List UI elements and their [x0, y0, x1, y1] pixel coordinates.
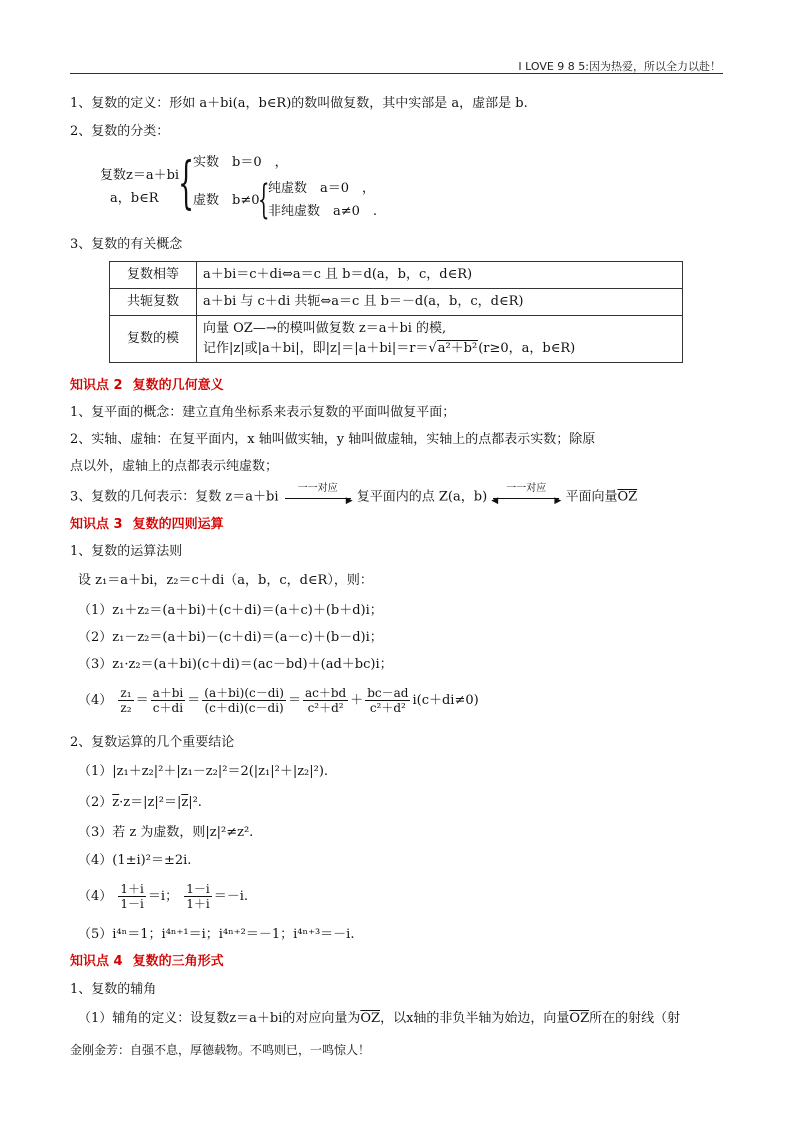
numerator: z₁: [120, 686, 132, 700]
conclusions-heading: 2、复数运算的几个重要结论: [70, 735, 235, 750]
axes-line-cont: 点以外，虚轴上的点都表示纯虚数；: [70, 459, 279, 474]
axes-line: 2、实轴、虚轴：在复平面内，x 轴叫做实轴，y 轴叫做虚轴，实轴上的点都表示实数；除原: [70, 432, 596, 447]
c5-mid: ＝i；: [147, 889, 179, 904]
vector-oz: $\overline{OZ}$: [360, 1011, 381, 1026]
one-to-one-double-arrow: 一一对应 ◀ ▶: [491, 483, 562, 506]
classification-heading: 2、复数的分类：: [70, 124, 170, 139]
section-number: 知识点 4: [70, 954, 123, 969]
op-add: （1）z₁＋z₂＝(a＋bi)＋(c＋di)＝(a＋c)＋(b＋d)i；: [78, 603, 383, 618]
cls-nonpure: 非纯虚数 a≠0 .: [268, 204, 378, 219]
setup-line: 设 z₁＝a＋bi，z₂＝c＋di（a，b，c，d∈R），则：: [78, 573, 373, 588]
section-title: 复数的三角形式: [132, 954, 224, 969]
section-title: 复数的四则运算: [132, 517, 224, 532]
arg-text-c: 所在的射线（射: [589, 1011, 681, 1026]
denominator: c＋di: [152, 701, 184, 715]
op-div-tail: i(c＋di≠0): [412, 693, 479, 708]
modulus-text-a: 记作|z|或|a＋bi|，即|z|＝|a＋bi|＝r＝: [203, 341, 429, 356]
header-rule: [70, 73, 723, 74]
denominator: (c＋di)(c－di): [204, 701, 284, 715]
rules-heading: 1、复数的运算法则: [70, 544, 183, 559]
modulus-line-1: 向量 OZ—→的模叫做复数 z＝a＋bi 的模,: [203, 321, 447, 336]
table-cell: a＋bi 与 c＋di 共轭⇔a＝c 且 b＝－d(a，b，c，d∈R): [197, 289, 683, 316]
geo-text-b: 复平面内的点 Z(a，b): [356, 489, 488, 505]
arg-text-a: （1）辅角的定义：设复数z＝a＋bi的对应向量为: [78, 1011, 361, 1026]
section-number: 知识点 3: [70, 517, 123, 532]
vector-oz: $\overline{OZ}$: [569, 1011, 590, 1026]
fraction: [118, 686, 133, 715]
conclusion-4: （4）(1±i)²＝±2i.: [78, 853, 192, 868]
c2-end: |².: [188, 795, 202, 810]
vector-oz: $\overline{OZ}$: [617, 489, 638, 505]
section-title: 复数的几何意义: [132, 378, 224, 393]
denominator: c²＋d²: [369, 701, 406, 715]
geo-text-c: 平面向量: [565, 489, 618, 505]
footer-motto: 金刚金芳：自强不息，厚德载物。不鸣则已，一鸣惊人！: [70, 1043, 371, 1057]
conjugate-z: $\overline{z}$: [112, 795, 120, 810]
numerator: 1＋i: [120, 882, 144, 896]
modulus-sqrt: a²＋b²: [437, 341, 478, 356]
fraction: [184, 882, 211, 911]
argument-heading: 1、复数的辅角: [70, 982, 157, 997]
table-cell: a＋bi＝c＋di⇔a＝c 且 b＝d(a，b，c，d∈R): [197, 262, 683, 289]
table-cell: [197, 316, 683, 363]
brace-1: {: [178, 151, 195, 216]
denominator: c²＋d²: [307, 701, 344, 715]
table-row: [110, 262, 683, 289]
one-to-one-arrow: 一一对应 ▶: [283, 489, 353, 505]
cls-real: 实数 b＝0 ，: [193, 155, 288, 170]
cls-imag: 虚数 b≠0: [193, 193, 260, 208]
section-2-title: [70, 378, 224, 394]
section-number: 知识点 2: [70, 378, 123, 393]
arrow-label: 一一对应: [297, 483, 338, 494]
op-div: （4） $\frac{\text{z₁}}{\text{z₂}}$ ＝ $\frac{a+bi}{c+di}$ ＝ $\frac{(a+bi)(c-di)}{(c+di)(c-di)}$ ＝ $\frac{ac+bd}{\text{c²＋d²}}$ ＋ $\frac{bc-ad}{\text{c²＋d²}}$ i(c＋di≠0): [78, 686, 479, 715]
cls-left-2: a，b∈R: [110, 191, 159, 206]
numerator: ac＋bd: [304, 686, 347, 700]
modulus-text-b: (r≥0，a，b∈R): [478, 341, 576, 356]
conclusion-1: （1）|z₁＋z₂|²＋|z₁－z₂|²＝2(|z₁|²＋|z₂|²).: [78, 764, 329, 779]
c5-end: ＝－i.: [213, 889, 248, 904]
fraction: [151, 686, 186, 715]
conjugate-z: $\overline{z}$: [181, 795, 189, 810]
fraction: [118, 882, 145, 911]
brace-2: {: [258, 177, 270, 223]
c5-label: （4）: [78, 889, 113, 904]
table-row: [110, 289, 683, 316]
def-line: 1、复数的定义：形如 a＋bi(a，b∈R)的数叫做复数，其中实部是 a，虚部是 b.: [70, 96, 528, 111]
conclusion-5: [78, 881, 248, 913]
numerator: a＋bi: [152, 686, 184, 700]
conclusion-2: [78, 795, 202, 811]
denominator: 1－i: [120, 897, 144, 911]
geometric-representation: [70, 483, 638, 506]
cls-left-1: 复数z＝a＋bi: [100, 168, 180, 183]
table-cell: 复数相等: [110, 262, 197, 289]
fraction: [202, 686, 286, 715]
section-4-title: [70, 954, 224, 970]
op-mul: （3）z₁·z₂＝(a＋bi)(c＋di)＝(ac－bd)＋(ad＋bc)i；: [78, 657, 393, 672]
c2-mid: ·z＝|z|²＝|: [119, 795, 182, 810]
conclusion-3: （3）若 z 为虚数，则|z|²≠z².: [78, 825, 254, 840]
c2-label: （2）: [78, 795, 113, 810]
arrow-label: 一一对应: [506, 483, 547, 494]
conclusion-6: （5）i⁴ⁿ＝1；i⁴ⁿ⁺¹＝i；i⁴ⁿ⁺²＝－1；i⁴ⁿ⁺³＝－i.: [78, 927, 355, 942]
geo-text-a: 3、复数的几何表示：复数 z＝a＋bi: [70, 489, 279, 505]
argument-definition: [78, 1011, 680, 1027]
cls-pure: 纯虚数 a＝0 ，: [268, 181, 376, 196]
fraction: [303, 686, 348, 715]
complex-plane-line: 1、复平面的概念：建立直角坐标系来表示复数的平面叫做复平面；: [70, 405, 456, 420]
concepts-table: [109, 261, 683, 363]
numerator: (a＋bi)(c－di): [204, 686, 284, 700]
denominator: 1＋i: [186, 897, 210, 911]
modulus-line-2: 记作|z|或|a＋bi|，即|z|＝|a＋bi|＝r＝√a²＋b²(r≥0，a，b∈R): [203, 341, 576, 356]
table-cell: 复数的模: [110, 316, 197, 363]
numerator: 1－i: [186, 882, 210, 896]
table-row: [110, 316, 683, 363]
section-3-title: [70, 517, 224, 533]
op-div-label: （4）: [78, 693, 113, 708]
arg-text-b: ，以x轴的非负半轴为始边，向量: [380, 1011, 570, 1026]
header-slogan: I LOVE 9 8 5:因为热爱，所以全力以赴！: [518, 60, 721, 73]
op-sub: （2）z₁－z₂＝(a＋bi)－(c＋di)＝(a－c)＋(b－d)i；: [78, 630, 383, 645]
denominator: z₂: [120, 701, 132, 715]
numerator: bc－ad: [367, 686, 409, 700]
fraction: [365, 686, 410, 715]
concepts-heading: 3、复数的有关概念: [70, 237, 183, 252]
table-cell: 共轭复数: [110, 289, 197, 316]
